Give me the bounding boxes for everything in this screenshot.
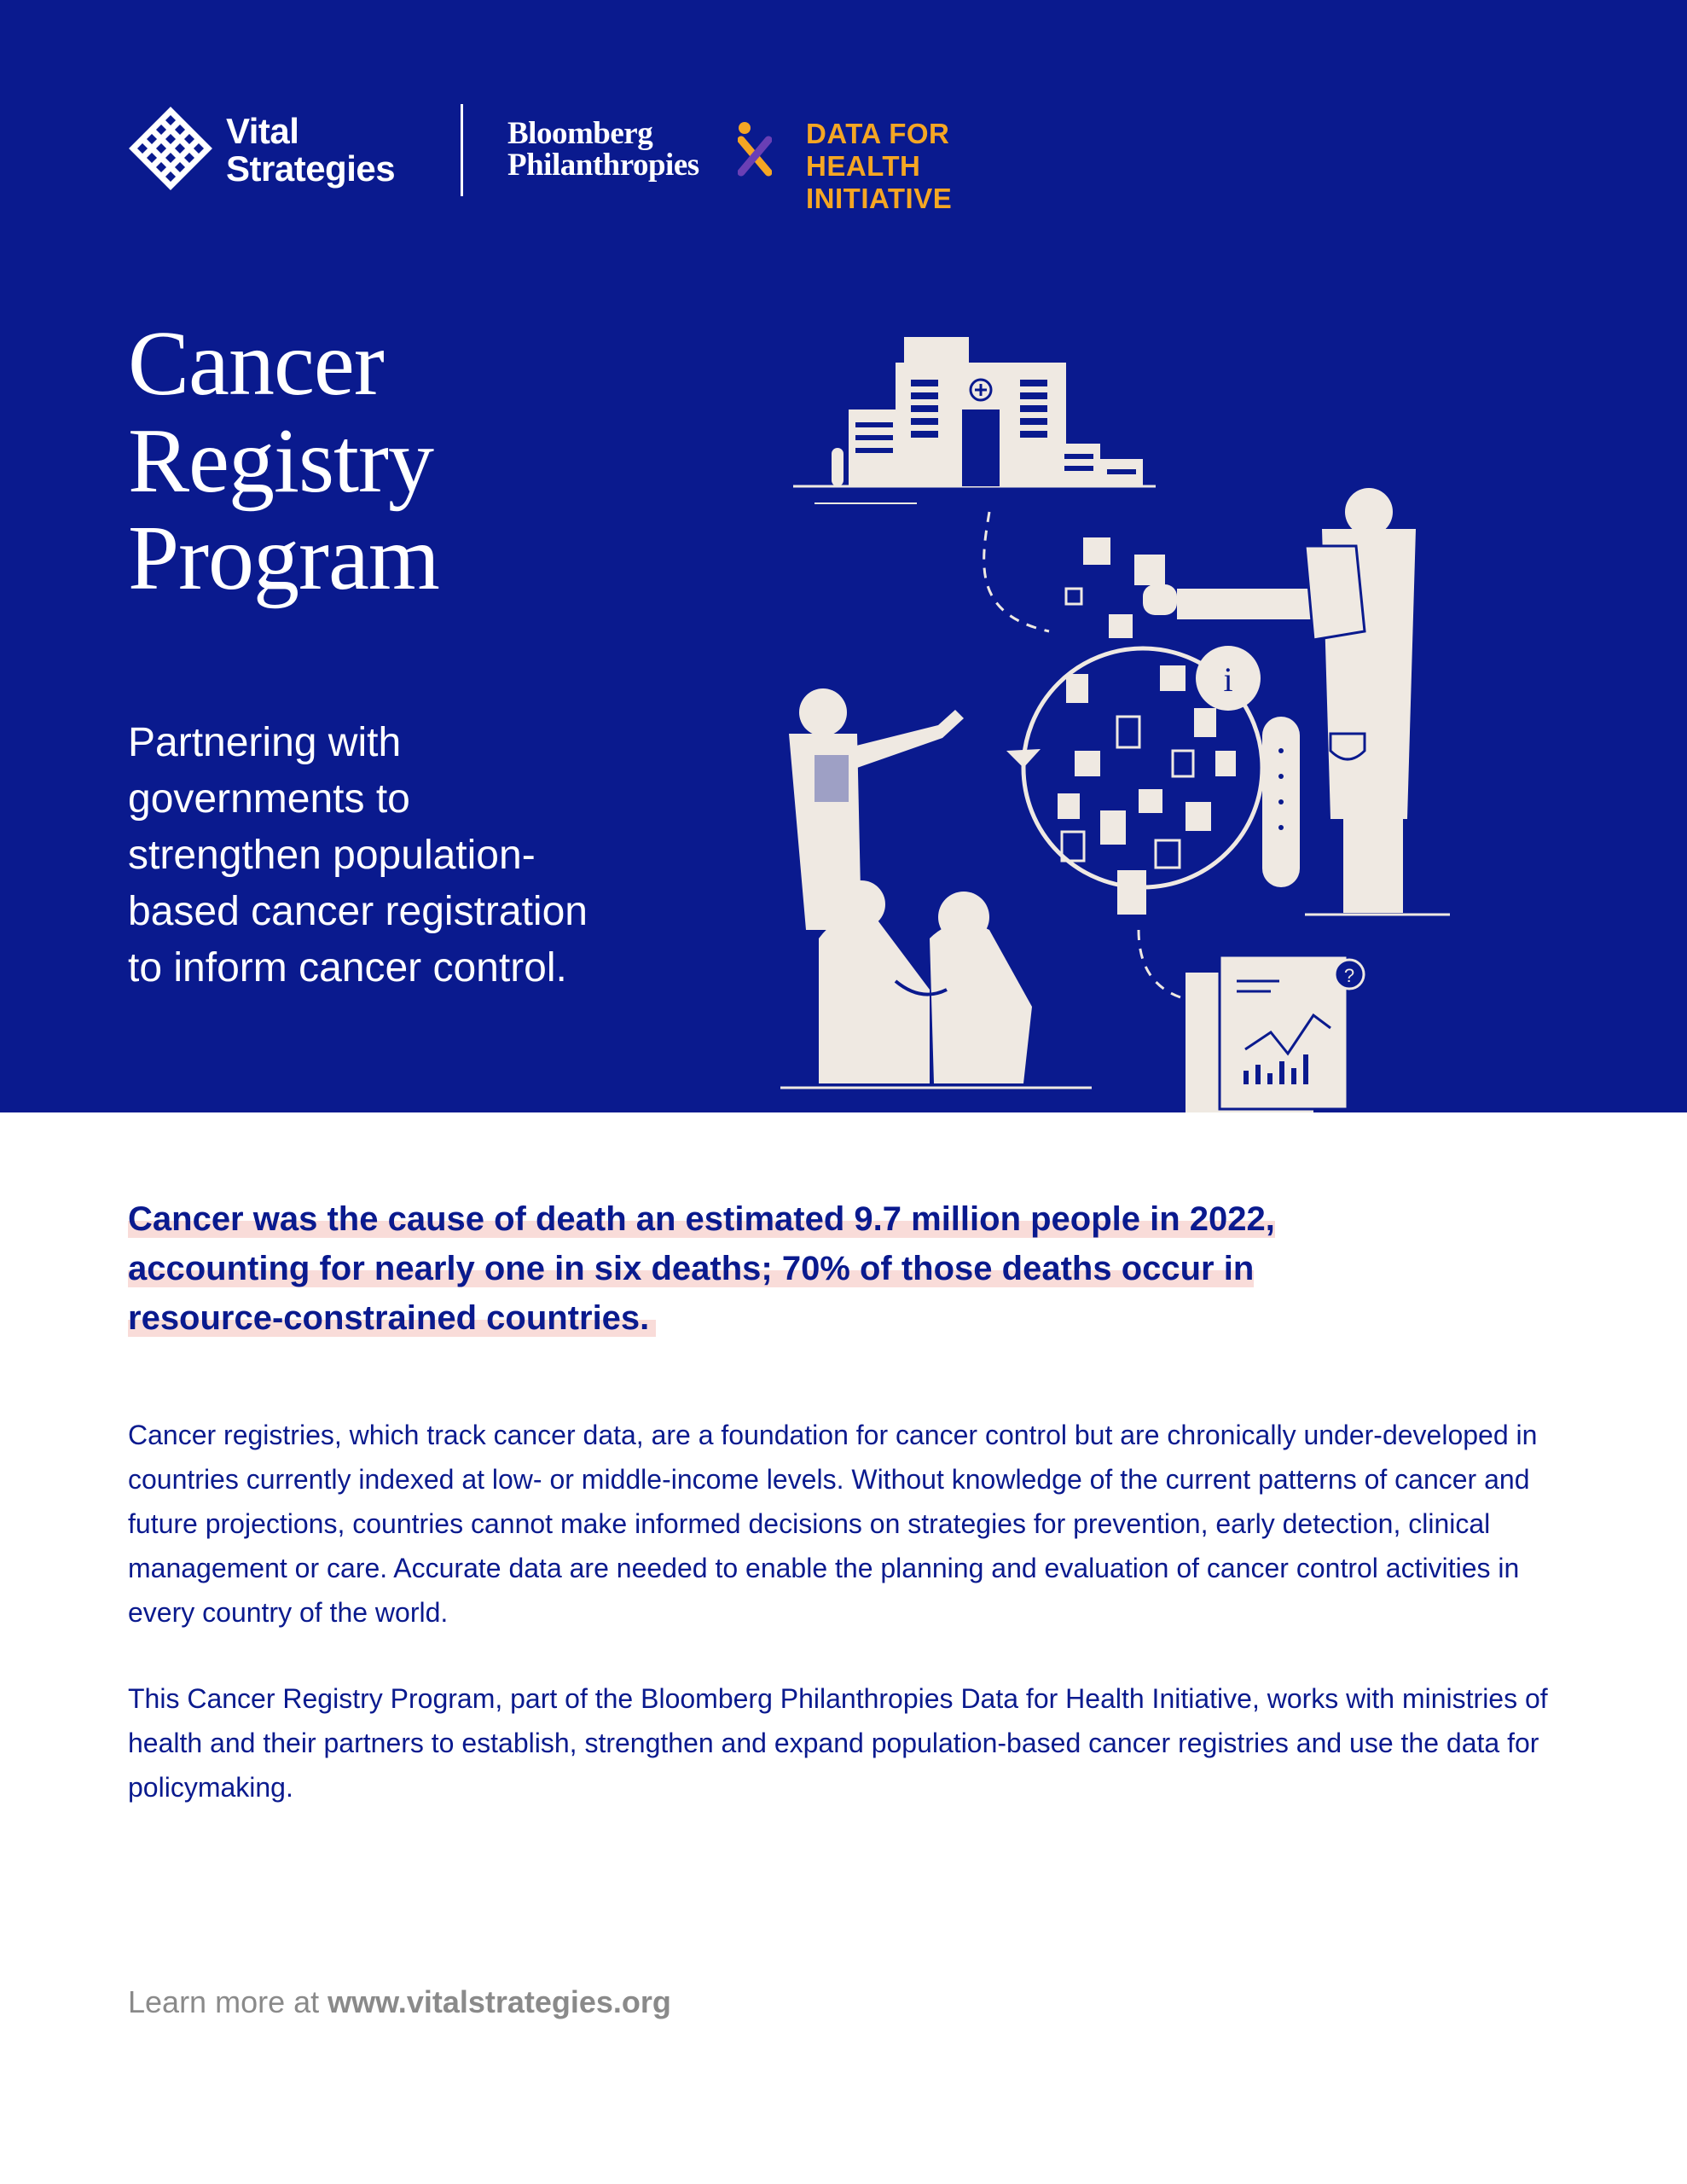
key-statistic [128, 1194, 1390, 1343]
registry-illustration [768, 324, 1518, 1112]
vital-strategies-logo [226, 113, 395, 188]
footer [128, 1981, 671, 2024]
hospital-icon [793, 337, 1156, 503]
data-for-health-line-2: HEALTH INITIATIVE [806, 150, 953, 214]
data-for-health-logo-mark [738, 119, 772, 183]
question-symbol: ? [1343, 965, 1355, 986]
title-line-3: Program [128, 508, 439, 609]
vital-strategies-word-1: Vital [226, 111, 299, 151]
info-symbol: i [1223, 660, 1233, 699]
title-line-2: Registry [128, 410, 433, 512]
vital-strategies-word-2: Strategies [226, 148, 396, 189]
key-statistic-text: Cancer was the cause of death an estimated 9.7 million people in 2022, accounting for nearly one in six deaths; 70% of those deaths occur in resource-constrained countries. [128, 1200, 1275, 1337]
data-for-health-logo [806, 118, 1066, 215]
website-link[interactable]: www.vitalstrategies.org [328, 1984, 671, 2019]
partner-logos [128, 104, 1066, 214]
intro-paragraph: Cancer registries, which track cancer data, are a foundation for cancer control but are chronically under-developed in countries currently indexed at low- or middle-income levels. Without knowledge of the current patterns of cancer and future projections, countries cannot make informed decisions on strategies for prevention, early detection, clinical management or care. Accurate data are needed to enable the planning and evaluation of cancer control activities in every country of the world. [128, 1420, 1538, 1628]
bloomberg-word: Bloomberg [507, 116, 653, 151]
footer-prefix: Learn more at [128, 1984, 320, 2019]
page-title [128, 313, 439, 609]
logo-divider [461, 104, 463, 196]
vital-strategies-logo-mark [128, 106, 213, 191]
philanthropies-word: Philanthropies [507, 148, 699, 183]
data-for-health-line-1: DATA FOR [806, 118, 950, 149]
program-paragraph: This Cancer Registry Program, part of the Bloomberg Philanthropies Data for Health Initiative, works with ministries of health and their partners to establish, strengthen and expand population-based cancer registries and use the data for policymaking. [128, 1683, 1548, 1803]
bloomberg-philanthropies-logo [507, 118, 699, 181]
title-line-1: Cancer [128, 313, 384, 415]
report-chart-icon [1186, 956, 1364, 1112]
subtitle: Partnering with governments to strengthen population-based cancer registration to inform cancer control. [128, 720, 588, 990]
